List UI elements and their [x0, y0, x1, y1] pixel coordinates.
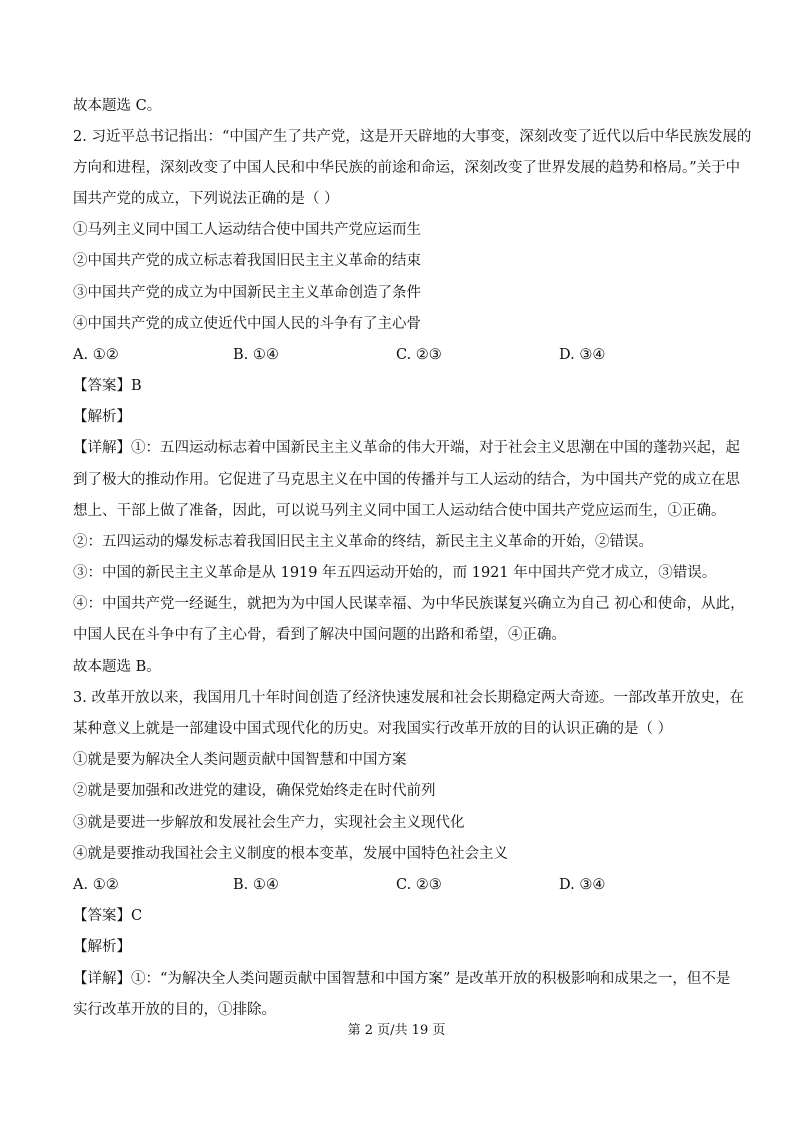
q3-detail-line-2: 实行改革开放的目的，①排除。: [73, 1002, 276, 1018]
q2-analysis-label: 【解析】: [73, 409, 131, 425]
q3-statement-4: ④就是要推动我国社会主义制度的根本变革，发展中国特色社会主义: [73, 846, 508, 862]
q3-detail-line-1: 【详解】①：“为解决全人类问题贡献中国智慧和中国方案” 是改革开放的积极影响和成果之一，但不是: [73, 971, 731, 987]
q3-option-a: A. ①②: [73, 877, 119, 893]
q3-option-d: D. ③④: [559, 877, 606, 893]
q2-statement-1: ①马列主义同中国工人运动结合使中国共产党应运而生: [73, 222, 421, 238]
q3-options: [73, 875, 723, 895]
q3-option-c: C. ②③: [396, 877, 442, 893]
q3-stem-line-2: 某种意义上就是一部建设中国式现代化的历史。对我国实行改革开放的目的认识正确的是（ ）: [73, 721, 673, 737]
q2-stem-line-3: 国共产党的成立，下列说法正确的是（ ）: [73, 191, 339, 207]
q2-stem-line-1: 2. 习近平总书记指出：“中国产生了共产党，这是开天辟地的大事变，深刻改变了近代以后中华民族发展的: [73, 129, 752, 145]
q2-option-d: D. ③④: [559, 347, 606, 363]
q3-statement-2: ②就是要加强和改进党的建设，确保党始终走在时代前列: [73, 783, 436, 799]
page-number-footer: 第 2 页/共 19 页: [347, 1023, 446, 1038]
q2-answer: 【答案】B: [73, 378, 142, 394]
q3-analysis-label: 【解析】: [73, 939, 131, 955]
previous-conclusion: 故本题选 C。: [73, 98, 162, 114]
q2-detail-line-3: 想上、干部上做了准备，因此，可以说马列主义同中国工人运动结合使中国共产党应运而生，①正确。: [73, 503, 726, 519]
q2-statement-3: ③中国共产党的成立为中国新民主主义革命创造了条件: [73, 285, 421, 301]
q2-options: [73, 345, 723, 365]
q2-detail-line-4: ②：五四运动的爆发标志着我国旧民主主义革命的终结，新民主主义革命的开始，②错误。: [73, 534, 653, 550]
q2-conclusion: 故本题选 B。: [73, 659, 161, 675]
q2-option-b: B. ①④: [233, 347, 279, 363]
q2-stem-line-2: 方向和进程，深刻改变了中国人民和中华民族的前途和命运，深刻改变了世界发展的趋势和格局。”关于中: [73, 160, 741, 176]
q2-statement-2: ②中国共产党的成立标志着我国旧民主主义革命的结束: [73, 253, 421, 269]
q2-statement-4: ④中国共产党的成立使近代中国人民的斗争有了主心骨: [73, 316, 421, 332]
q3-stem-line-1: 3. 改革开放以来，我国用几十年时间创造了经济快速发展和社会长期稳定两大奇迹。一部改革开放史，在: [73, 690, 744, 706]
q2-detail-line-5: ③：中国的新民主主义革命是从 1919 年五四运动开始的，而 1921 年中国共产党才成立，③错误。: [73, 565, 717, 581]
q3-statement-1: ①就是要为解决全人类问题贡献中国智慧和中国方案: [73, 752, 407, 768]
q2-option-a: A. ①②: [73, 347, 119, 363]
q2-detail-line-1: 【详解】①：五四运动标志着中国新民主主义革命的伟大开端，对于社会主义思潮在中国的蓬勃兴起，起: [73, 440, 740, 456]
q2-option-c: C. ②③: [396, 347, 442, 363]
q3-statement-3: ③就是要进一步解放和发展社会生产力，实现社会主义现代化: [73, 815, 465, 831]
q3-option-b: B. ①④: [233, 877, 279, 893]
q2-detail-line-6: ④：中国共产党一经诞生，就把为为中国人民谋幸福、为中华民族谋复兴确立为自己 初心和使命，从此，: [73, 596, 745, 612]
q3-answer: 【答案】C: [73, 908, 143, 924]
q2-detail-line-7: 中国人民在斗争中有了主心骨，看到了解决中国问题的出路和希望，④正确。: [73, 627, 566, 643]
q2-detail-line-2: 到了极大的推动作用。它促进了马克思主义在中国的传播并与工人运动的结合，为中国共产党的成立在思: [73, 472, 740, 488]
